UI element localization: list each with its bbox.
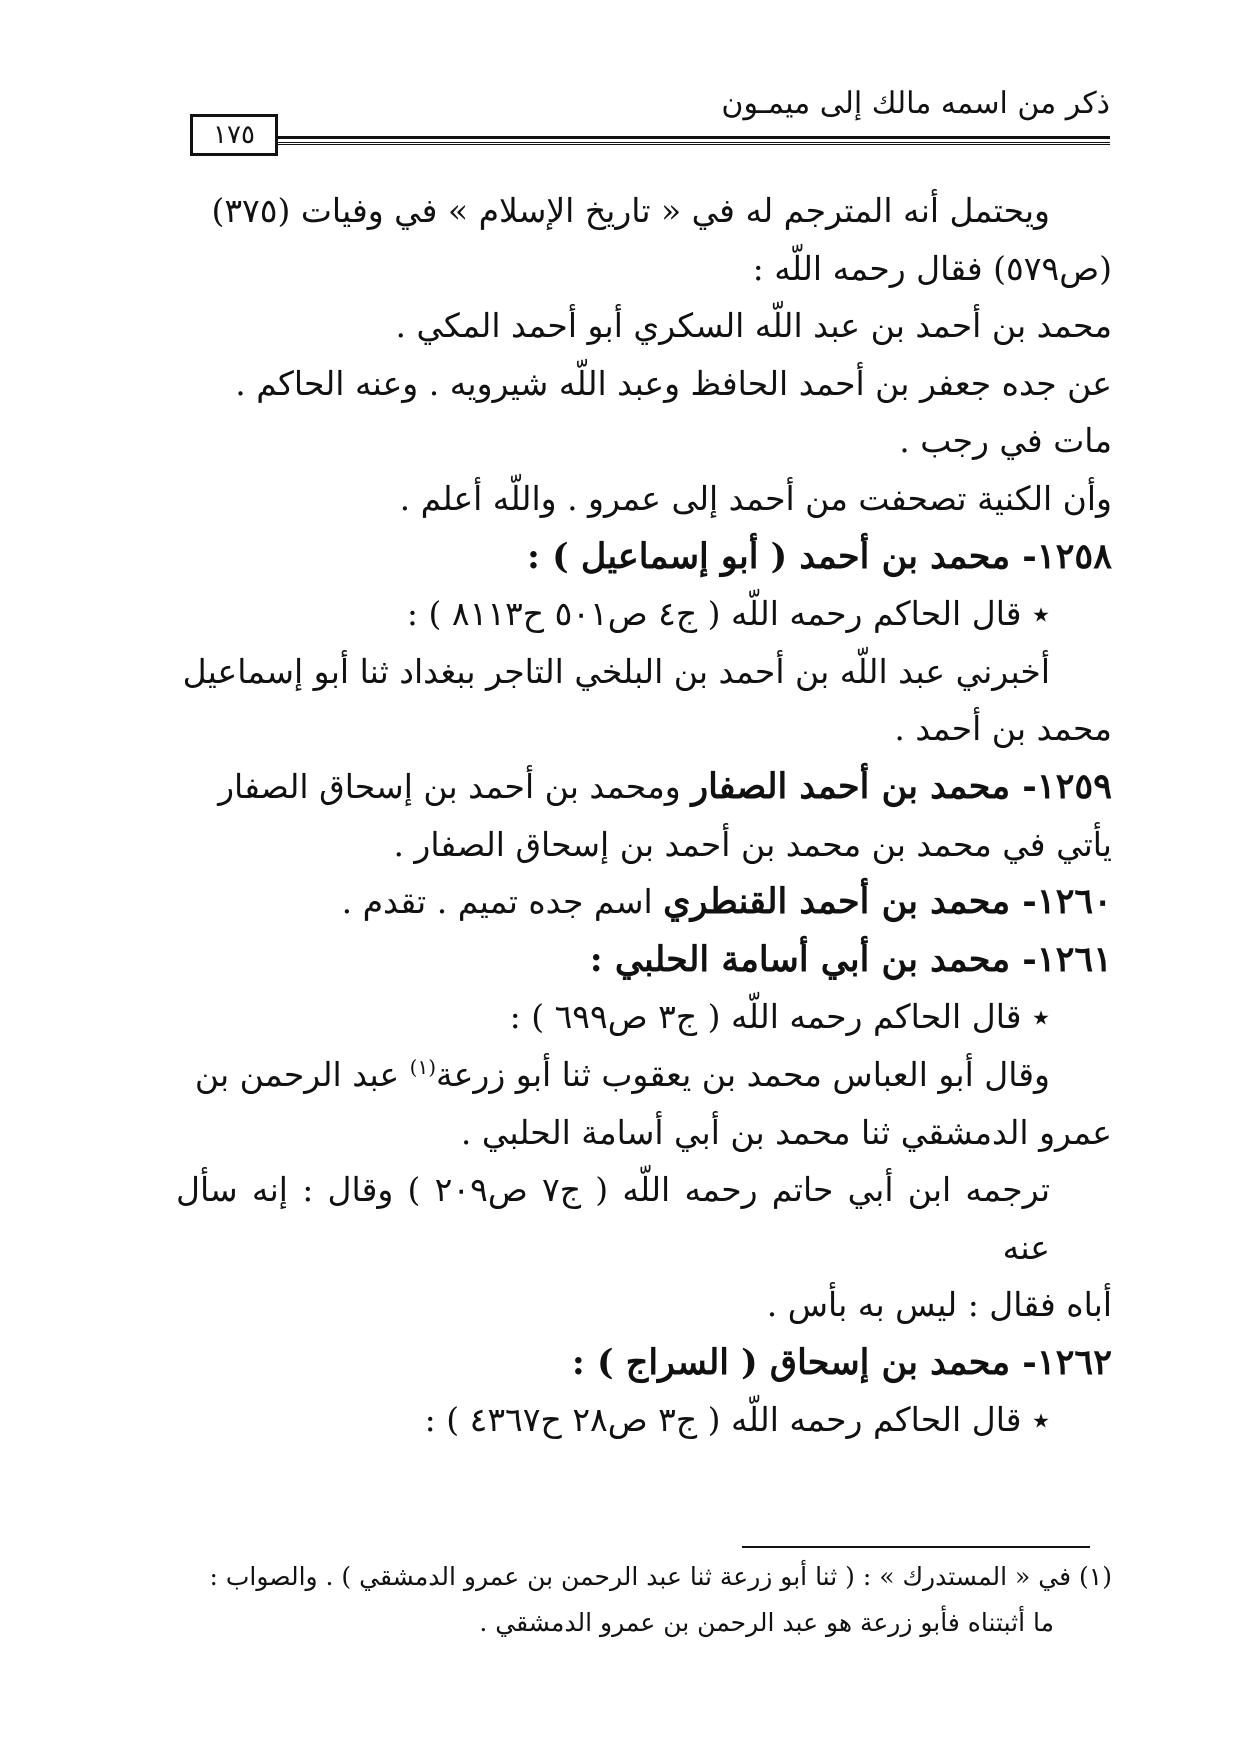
page-number: ١٧٥ bbox=[190, 114, 278, 156]
entry-1261-text-line-1-a: وقال أبو العباس محمد بن يعقوب ثنا أبو زرعة bbox=[436, 1054, 1050, 1094]
intro-line-2: (ص٥٧٩) فقال رحمه اللّه : bbox=[752, 248, 1112, 288]
entry-1261-note-line-2: أباه فقال : ليس به بأس . bbox=[766, 1285, 1112, 1325]
entry-1261-note-line-1: ترجمه ابن أبي حاتم رحمه اللّه ( ج٧ ص٢٠٩ ) وقال : إنه سأل عنه bbox=[176, 1170, 1050, 1267]
entry-1260-heading-rest: اسم جده تميم . تقدم . bbox=[341, 882, 664, 922]
footnote-1-line-1: (١) في « المستدرك » : ( ثنا أبو زرعة ثنا عبد الرحمن بن عمرو الدمشقي ) . والصواب : bbox=[209, 1562, 1112, 1591]
entry-1261-text-line-1-b: عبد الرحمن بن bbox=[194, 1054, 410, 1094]
footnote-marker[interactable]: (١) bbox=[409, 1054, 437, 1079]
entry-1259-heading-rest: ومحمد بن أحمد بن إسحاق الصفار bbox=[218, 766, 692, 806]
quote-line-1: محمد بن أحمد بن عبد اللّه السكري أبو أحمد المكي . bbox=[395, 306, 1112, 346]
footnote-separator bbox=[742, 1546, 1090, 1548]
header-rule-thin bbox=[278, 144, 1110, 145]
intro-line-1: ويحتمل أنه المترجم له في « تاريخ الإسلام » في وفيات (٣٧٥) bbox=[211, 191, 1050, 230]
entry-1258-heading: ١٢٥٨- محمد بن أحمد ( أبو إسماعيل ) : bbox=[527, 535, 1112, 577]
quote-line-2: عن جده جعفر بن أحمد الحافظ وعبد اللّه شيرويه . وعنه الحاكم . bbox=[235, 363, 1112, 403]
conclusion-line: وأن الكنية تصحفت من أحمد إلى عمرو . واللّه أعلم . bbox=[399, 478, 1112, 518]
entry-1260-heading bbox=[176, 873, 1112, 931]
entry-1262-heading: ١٢٦٢- محمد بن إسحاق ( السراج ) : bbox=[571, 1341, 1112, 1383]
header-rule bbox=[278, 136, 1110, 143]
main-text bbox=[176, 182, 1112, 1449]
entry-1259-heading bbox=[176, 758, 1112, 816]
entry-1261-text-line-2: عمرو الدمشقي ثنا محمد بن أبي أسامة الحلبي . bbox=[460, 1112, 1112, 1152]
entry-1261-heading: ١٢٦١- محمد بن أبي أسامة الحلبي : bbox=[589, 938, 1112, 980]
entry-1260-heading-bold: ١٢٦٠- محمد بن أحمد القنطري bbox=[663, 881, 1112, 923]
entry-1261-source: ٭ قال الحاكم رحمه اللّه ( ج٣ ص٦٩٩ ) : bbox=[509, 997, 1050, 1037]
footnotes bbox=[176, 1554, 1112, 1646]
entry-1258-text-line-2: محمد بن أحمد . bbox=[894, 709, 1112, 749]
quote-line-3: مات في رجب . bbox=[899, 421, 1112, 461]
entry-1259-heading-bold: ١٢٥٩- محمد بن أحمد الصفار bbox=[691, 765, 1112, 807]
entry-1259-text: يأتي في محمد بن محمد بن أحمد بن إسحاق الصفار . bbox=[393, 824, 1112, 864]
footnote-1-line-2: ما أثبتناه فأبو زرعة هو عبد الرحمن بن عمرو الدمشقي . bbox=[479, 1608, 1054, 1637]
entry-1261-text-line-1 bbox=[176, 1046, 1112, 1104]
page-header bbox=[180, 78, 1110, 150]
entry-1262-source: ٭ قال الحاكم رحمه اللّه ( ج٣ ص٢٨ ح٤٣٦٧ ) : bbox=[424, 1400, 1050, 1440]
entry-1258-source: ٭ قال الحاكم رحمه اللّه ( ج٤ ص٥٠١ ح٨١١٣ ) : bbox=[406, 594, 1050, 634]
running-title: ذكر من اسمه مالك إلى ميمـون bbox=[721, 86, 1110, 121]
entry-1258-text-line-1: أخبرني عبد اللّه بن أحمد بن البلخي التاجر ببغداد ثنا أبو إسماعيل bbox=[182, 651, 1050, 691]
